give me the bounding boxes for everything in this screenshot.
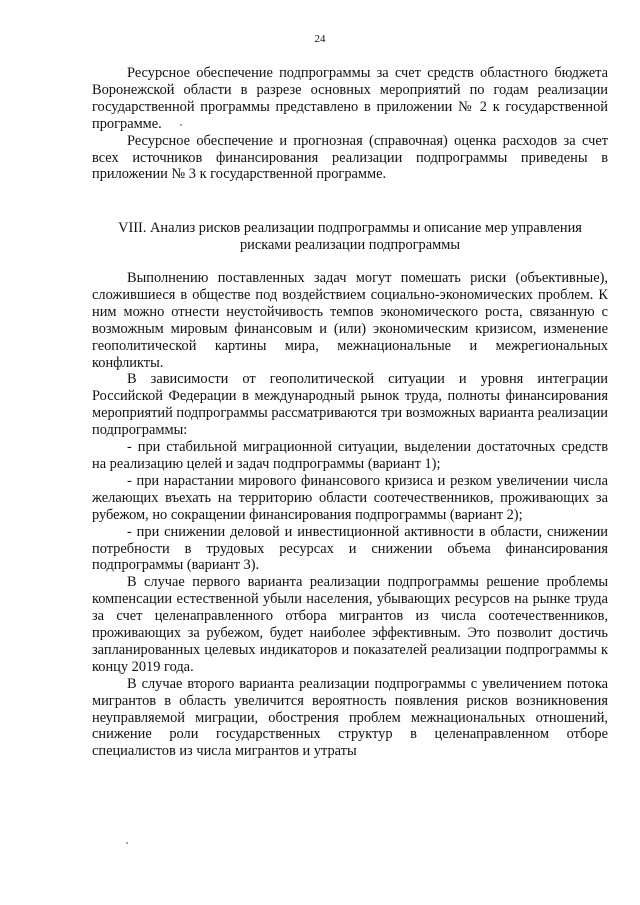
list-item: - при нарастании мирового финансового кризиса и резком увеличении числа желающих въехать на территорию области соотечественников, проживающих за рубежом, но сокращении финансирования подпрограммы (вариант 2); bbox=[92, 472, 608, 523]
page-number: 24 bbox=[314, 33, 326, 45]
section-heading: VIII. Анализ рисков реализации подпрограммы и описание мер управления рисками реализации подпрограммы bbox=[118, 220, 582, 253]
scan-speck bbox=[126, 842, 128, 844]
paragraph: Ресурсное обеспечение и прогнозная (справочная) оценка расходов за счет всех источников финансирования реализации подпрограммы приведены в приложении № 3 к государственной программе. bbox=[92, 132, 608, 183]
list-item: - при стабильной миграционной ситуации, выделении достаточных средств на реализацию целей и задач подпрограммы (вариант 1); bbox=[92, 439, 608, 472]
paragraph: В зависимости от геополитической ситуации и уровня интеграции Российской Федерации в международный рынок труда, полноты финансирования мероприятий подпрограммы рассматриваются три возможных варианта реализации подпрограммы: bbox=[92, 371, 608, 439]
paragraph: В случае второго варианта реализации подпрограммы с увеличением потока мигрантов в область увеличится вероятность появления рисков возникновения неуправляемой миграции, обострения проблем межнациональных отношений, снижение роли государственных структур в целенаправленном отборе специалистов из числа мигрантов и утраты bbox=[92, 675, 608, 760]
scan-speck bbox=[180, 124, 182, 126]
paragraph: В случае первого варианта реализации подпрограммы решение проблемы компенсации естественной убыли населения, убывающих ресурсов на рынке труда за счет целенаправленного отбора мигрантов из числа соотечественников, проживающих за рубежом, будет наиболее эффективным. Это позволит достичь запланированных целевых индикаторов и показателей реализации подпрограммы к концу 2019 года. bbox=[92, 574, 608, 675]
intro-block bbox=[92, 65, 608, 183]
paragraph: Ресурсное обеспечение подпрограммы за счет средств областного бюджета Воронежской области в разрезе основных мероприятий по годам реализации государственной программы представлено в приложении № 2 к государственной программе. bbox=[92, 65, 608, 132]
paragraph: Выполнению поставленных задач могут помешать риски (объективные), сложившиеся в обществе под воздействием социально-экономических проблем. К ним можно отнести неустойчивость темпов экономического роста, связанную с возможным мировым финансовым и (или) экономическим кризисом, изменение геополитической картины мира, межнациональные и межрегиональных конфликты. bbox=[92, 270, 608, 371]
list-item: - при снижении деловой и инвестиционной активности в области, снижении потребности в трудовых ресурсах и снижении объема финансирования подпрограммы (вариант 3). bbox=[92, 523, 608, 574]
body-block bbox=[92, 270, 608, 760]
